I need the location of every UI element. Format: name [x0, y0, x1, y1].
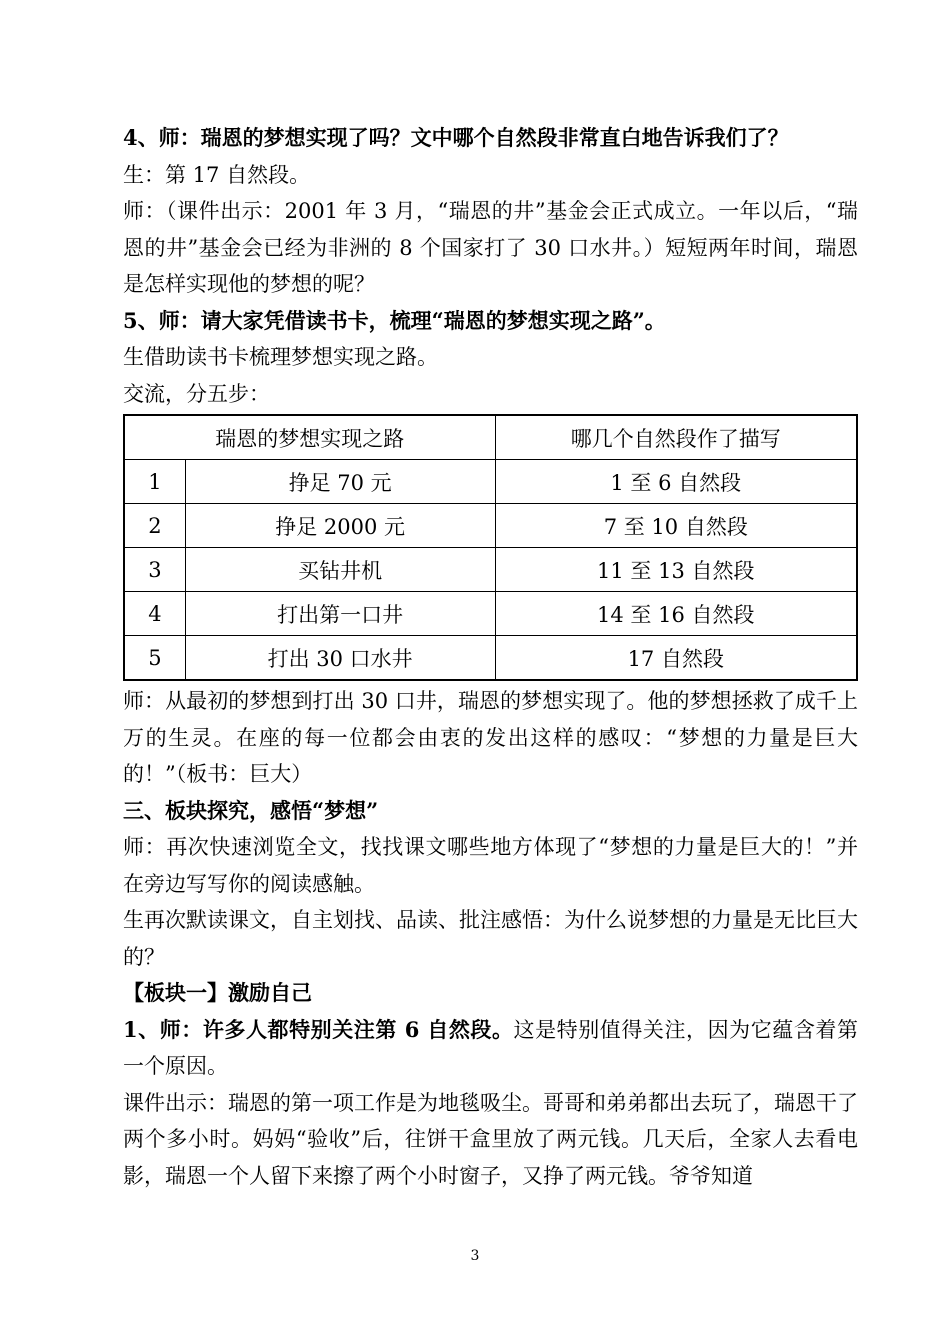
table-row: [124, 592, 857, 636]
row-paragraphs: 1 至 6 自然段: [495, 460, 857, 504]
row-paragraphs: 14 至 16 自然段: [495, 592, 857, 636]
header-paragraphs: 哪几个自然段作了描写: [495, 415, 857, 460]
teacher-remark-1: 师：（课件出示：2001 年 3 月，“瑞恩的井”基金会正式成立。一年以后，“瑞恩的井”基金会已经为非洲的 8 个国家打了 30 口水井。）短短两年时间，瑞恩是怎样实现他的梦想的呢？: [123, 199, 858, 296]
row-paragraphs: 11 至 13 自然段: [495, 548, 857, 592]
item-1: [123, 1012, 858, 1085]
teacher-remark-3: 师：再次快速浏览全文，找找课文哪些地方体现了“梦想的力量是巨大的！”并在旁边写写你的阅读感触。: [123, 835, 858, 896]
student-answer-1: 生：第 17 自然段。: [123, 162, 311, 187]
row-number: 5: [124, 636, 185, 681]
student-activity-1: 生借助读书卡梳理梦想实现之路。: [123, 345, 438, 369]
table-row: [124, 504, 857, 548]
page-number: 3: [470, 1248, 480, 1264]
table-row: [124, 460, 857, 504]
item-1-bold: 1、师：许多人都特别关注第 6 自然段。: [123, 1016, 514, 1042]
table-row: [124, 636, 857, 681]
row-number: 4: [124, 592, 185, 636]
header-step: 瑞恩的梦想实现之路: [124, 415, 495, 460]
row-step: 打出第一口井: [185, 592, 495, 636]
block-1-heading: 【板块一】激励自己: [123, 980, 312, 1005]
row-number: 1: [124, 460, 185, 504]
courseware-text: 课件出示：瑞恩的第一项工作是为地毯吸尘。哥哥和弟弟都出去玩了，瑞恩干了两个多小时。妈妈“验收”后，往饼干盒里放了两元钱。几天后，全家人去看电影，瑞恩一个人留下来擦了两个小时窗子，又挣了两元钱。爷爷知道: [123, 1090, 858, 1188]
exchange-label: 交流，分五步：: [123, 381, 270, 406]
row-paragraphs: 17 自然段: [495, 636, 857, 681]
row-number: 3: [124, 548, 185, 592]
teacher-remark-2: 师：从最初的梦想到打出 30 口井，瑞恩的梦想实现了。他的梦想拯救了成千上万的生灵。在座的每一位都会由衷的发出这样的感叹：“梦想的力量是巨大的！”（板书：巨大）: [123, 689, 858, 786]
table-header-row: [124, 415, 857, 460]
section-3-heading: 三、板块探究，感悟“梦想”: [123, 797, 379, 823]
row-step: 挣足 2000 元: [185, 504, 495, 548]
dream-path-table: [123, 414, 858, 681]
row-step: 挣足 70 元: [185, 460, 495, 504]
row-paragraphs: 7 至 10 自然段: [495, 504, 857, 548]
question-4-heading: 4、师：瑞恩的梦想实现了吗？文中哪个自然段非常直白地告诉我们了？: [123, 125, 789, 150]
row-number: 2: [124, 504, 185, 548]
row-step: 打出 30 口水井: [185, 636, 495, 681]
item-1-rest: 这是特别值得关注，因为它蕴含着第一个原因。: [123, 1017, 858, 1078]
document-body: [123, 120, 858, 1194]
question-5-heading: 5、师：请大家凭借读书卡，梳理“瑞恩的梦想实现之路”。: [123, 307, 666, 333]
table-row: [124, 548, 857, 592]
row-step: 买钻井机: [185, 548, 495, 592]
student-activity-2: 生再次默读课文，自主划找、品读、批注感悟：为什么说梦想的力量是无比巨大的？: [123, 908, 858, 969]
